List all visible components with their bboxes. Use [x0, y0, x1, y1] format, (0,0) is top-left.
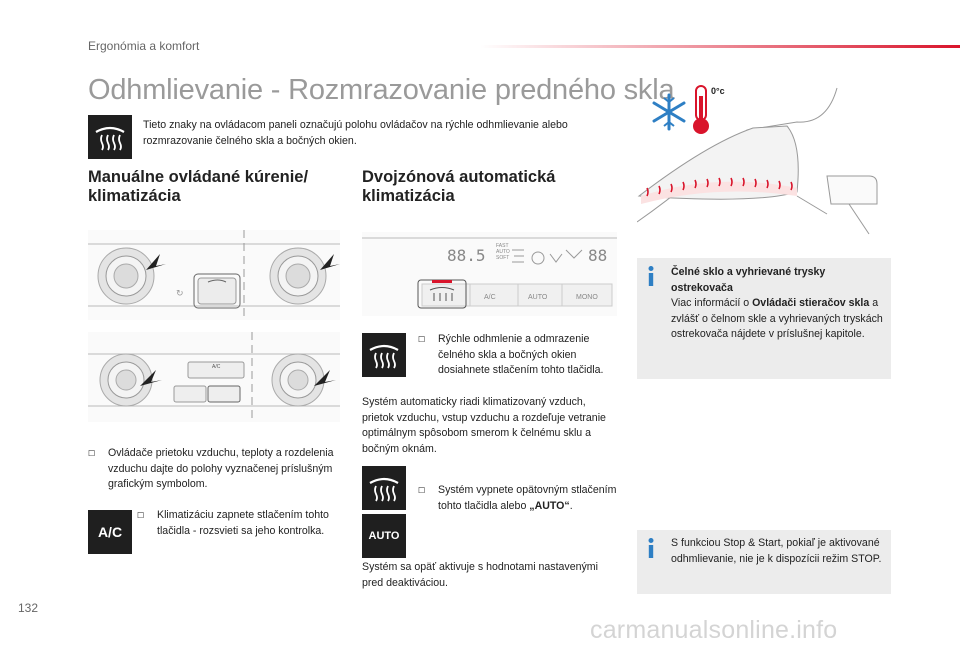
windshield-illustration — [637, 84, 892, 254]
panel-auto-label: AUTO — [528, 294, 548, 301]
small-ac-label: A/C — [212, 364, 221, 370]
manual-panel-top-drawing — [88, 230, 340, 320]
panel-ac-label: A/C — [484, 294, 496, 301]
defrost-off-icon-box — [362, 466, 406, 510]
middle-bullet-1 — [418, 332, 618, 379]
panel-mono-label: MONO — [576, 294, 598, 301]
page-title: Odhmlievanie - Rozmrazovanie predného skla — [88, 74, 675, 106]
manual-ac-heading-line1: Manuálne ovládané kúrenie/ — [88, 168, 309, 186]
fan-auto-label: AUTO — [496, 249, 510, 255]
windshield-defrost-icon — [93, 122, 127, 152]
info-icon — [648, 538, 653, 558]
thermometer-icon — [689, 84, 713, 136]
temp-display-right: 88 — [588, 246, 608, 265]
snowflake-icon — [649, 92, 689, 132]
info1-bold-link: Ovládači stieračov skla — [752, 297, 870, 309]
info1-text-1: Viac informácií o — [671, 297, 753, 309]
auto-button-icon-box — [362, 514, 406, 558]
info-icon — [648, 266, 653, 286]
section-header: Ergonómia a komfort — [88, 39, 200, 53]
windshield-defrost-icon — [367, 340, 401, 370]
svg-text:↻: ↻ — [176, 289, 184, 299]
defrost-icon-box — [88, 115, 132, 159]
windshield-defrost-icon — [367, 473, 401, 503]
checkbox-bullet-icon: ☐ — [418, 335, 426, 344]
info-box-stop-start — [637, 530, 891, 594]
dual-zone-heading — [362, 168, 622, 206]
manual-panel-bottom-drawing — [88, 332, 340, 422]
auto-label: AUTO — [368, 530, 400, 542]
max-defrost-icon-box — [362, 333, 406, 377]
left-bullet-2 — [137, 508, 342, 539]
manual-panel-top-illustration — [88, 230, 340, 320]
info-box-windshield — [637, 258, 891, 379]
middle-bullet-1-text: Rýchle odhmlenie a odmrazenie čelného skla a bočných okien dosiahnete stlačením tohto tlačidla. — [438, 333, 604, 376]
fan-mode-labels — [496, 243, 510, 261]
checkbox-bullet-icon: ☐ — [418, 486, 426, 495]
middle-paragraph-1: Systém automaticky riadi klimatizovaný vzduch, prietok vzduchu, vstup vzduchu a rozdeľuje vetranie optimálnym spôsobom smerom k čelnému sklu a bočným oknám. — [362, 396, 606, 455]
manual-ac-heading-line2: klimatizácia — [88, 187, 181, 205]
info2-text: S funkciou Stop & Start, pokiaľ je aktivované odhmlievanie, nie je k dispozícii režim STOP. — [671, 537, 882, 565]
manual-panel-bottom-illustration — [88, 332, 340, 422]
dual-zone-heading-line1: Dvojzónová automatická — [362, 168, 556, 186]
temp-display-left: 88.5 — [447, 246, 486, 265]
header-accent-bar — [480, 45, 960, 48]
watermark-text: carmanualsonline.info — [590, 616, 838, 644]
left-bullet-1 — [88, 446, 343, 493]
intro-text: Tieto znaky na ovládacom paneli označujú polohu ovládačov na rýchle odhmlievanie alebo rozmrazovanie čelného skla a bočných okien. — [143, 119, 568, 147]
fan-soft-label: SOFT — [496, 255, 510, 261]
middle-bullet-2-text-bold: „AUTO“ — [529, 499, 570, 512]
dual-zone-heading-line2: klimatizácia — [362, 187, 455, 205]
info1-text-2: a zvlášť o čelnom skle a vyhrievaných tryskách ostrekovača nájdete v príslušnej kapitole. — [671, 297, 883, 340]
checkbox-bullet-icon: ☐ — [137, 511, 145, 520]
middle-bullet-2 — [418, 483, 618, 514]
ac-label: A/C — [97, 524, 123, 540]
temperature-label: 0°c — [711, 86, 725, 96]
manual-ac-heading — [88, 168, 358, 206]
info1-bold-title: Čelné sklo a vyhrievané trysky ostrekovača — [671, 266, 826, 294]
ac-button-icon-box — [88, 510, 132, 554]
left-bullet-1-text: Ovládače prietoku vzduchu, teploty a rozdelenia vzduchu dajte do polohy vyznačenej príslušným grafickým symbolom. — [108, 447, 334, 490]
middle-bullet-2-text-post: . — [569, 499, 573, 512]
middle-bullet-2-text-pre: Systém vypnete opätovným stlačením tohto tlačidla alebo — [438, 484, 617, 512]
middle-paragraph-2: Systém sa opäť aktivuje s hodnotami nastavenými pred deaktiváciou. — [362, 561, 598, 589]
dual-zone-panel-illustration — [362, 232, 617, 316]
page-number: 132 — [18, 601, 39, 615]
fan-fast-label: FAST — [496, 243, 509, 249]
dual-zone-panel-drawing — [362, 232, 617, 316]
info-box-windshield-text — [671, 265, 883, 343]
left-bullet-2-text: Klimatizáciu zapnete stlačením tohto tlačidla - rozsvieti sa jeho kontrolka. — [157, 509, 329, 537]
checkbox-bullet-icon: ☐ — [88, 449, 96, 458]
